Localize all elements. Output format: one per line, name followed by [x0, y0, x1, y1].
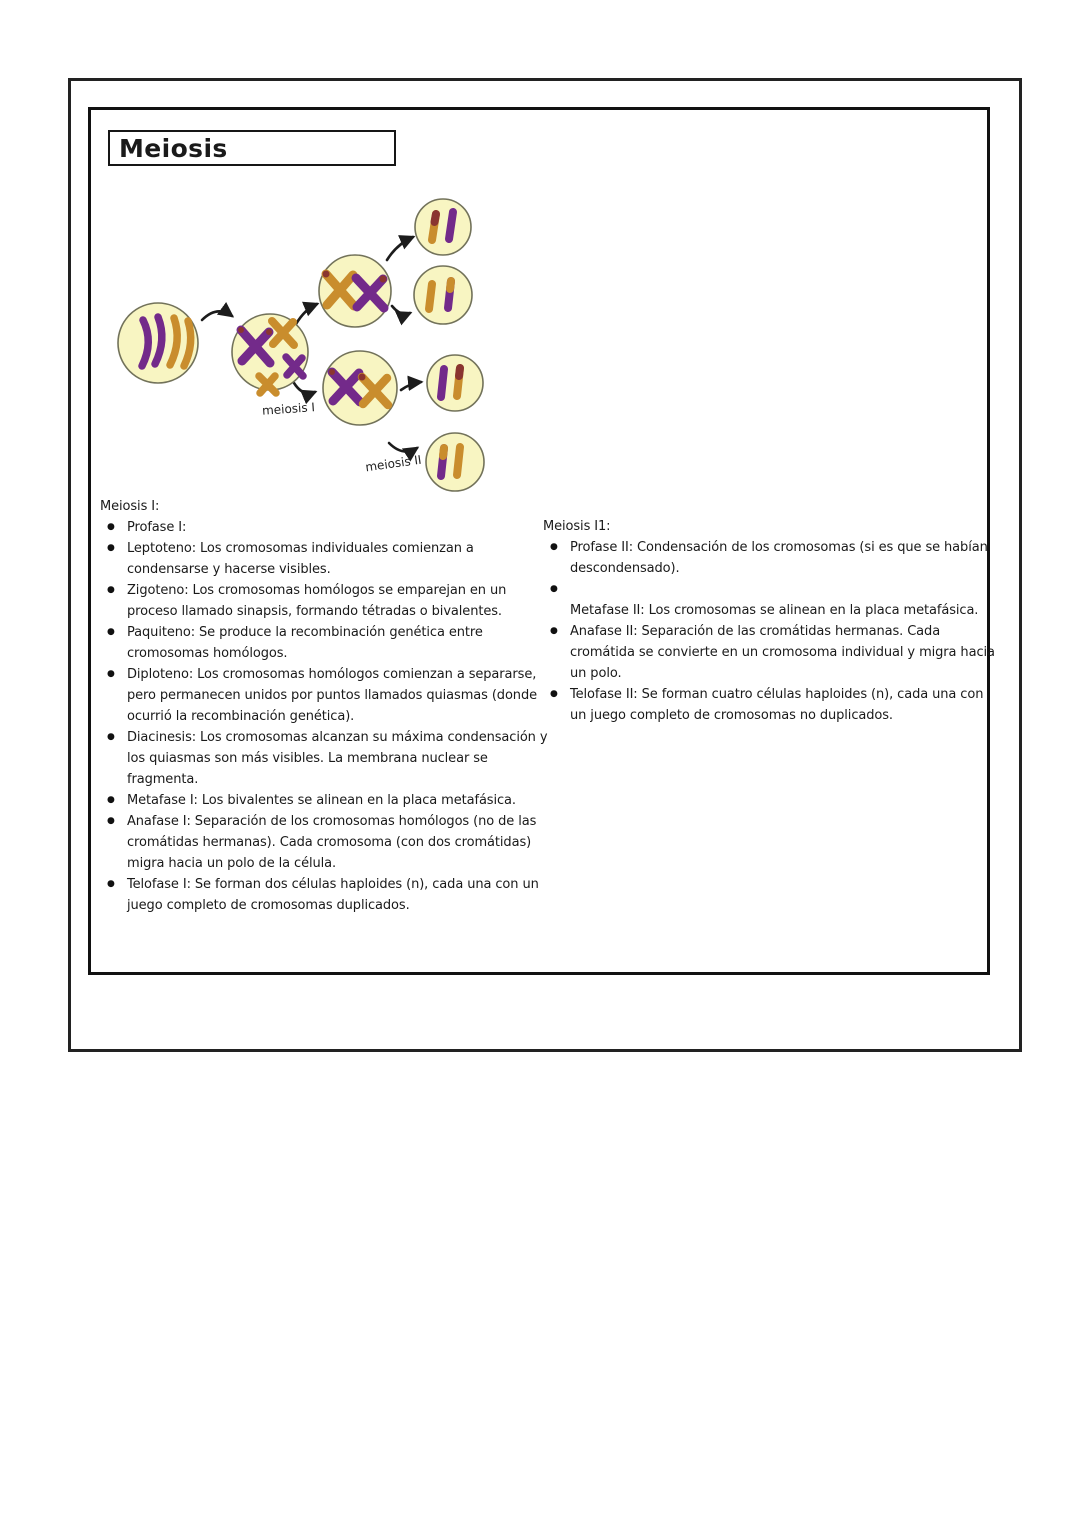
page-title: Meiosis — [119, 133, 228, 163]
arrow-icon-top-to-haploid1 — [387, 237, 413, 260]
list-item: ● Profase II: Condensación de los cromosomas (si es que se habían descondensado). — [543, 537, 995, 579]
list-item: ● Anafase II: Separación de las cromátidas hermanas. Cada cromátida se convierte en un cromosoma individual y migra hacia un polo. — [543, 621, 995, 684]
list-item: ● Telofase I: Se forman dos células haploides (n), cada una con un juego completo de cromosomas duplicados. — [100, 874, 558, 916]
meiosis2-list — [543, 537, 995, 726]
arrow-icon-bottom-to-haploid3 — [401, 382, 421, 390]
arrow-icon-parent-to-bivalent — [202, 311, 232, 320]
meiosis1-list — [100, 517, 558, 916]
arrow-icon-to-top-cell — [296, 304, 317, 324]
inner-border-frame — [88, 107, 995, 975]
list-item: ● Paquiteno: Se produce la recombinación genética entre cromosomas homólogos. — [100, 622, 558, 664]
list-item: Metafase II: Los cromosomas se alinean en la placa metafásica. — [570, 603, 979, 618]
arrow-icon-meiosis2 — [389, 443, 417, 452]
list-item: ● Anafase I: Separación de los cromosomas homólogos (no de las cromátidas hermanas). Cada cromosoma (con dos cromátidas) migra hacia un polo de la célula. — [100, 811, 558, 874]
arrow-icon-top-to-haploid2 — [392, 306, 410, 314]
cell-haploid-3 — [427, 355, 483, 411]
arrow-icon-meiosis1 — [294, 383, 315, 393]
cell-haploid-2 — [414, 266, 472, 324]
meiosis2-label: meiosis II — [364, 452, 423, 475]
outer-border-frame — [68, 78, 1022, 1052]
list-item — [543, 579, 995, 600]
list-item: ● Metafase I: Los bivalentes se alinean en la placa metafásica. — [100, 790, 558, 811]
meiosis1-heading: Meiosis I: — [100, 499, 160, 514]
meiosis1-label: meiosis I — [261, 400, 316, 418]
list-item: ● Diacinesis: Los cromosomas alcanzan su máxima condensación y los quiasmas son más visibles. La membrana nuclear se fragmenta. — [100, 727, 558, 790]
meiosis-diagram — [98, 187, 578, 499]
cell-meiosis1-bottom — [323, 351, 397, 425]
meiosis2-heading: Meiosis I1: — [543, 519, 611, 534]
title-box — [108, 130, 396, 166]
list-item: ● Telofase II: Se forman cuatro células haploides (n), cada una con un juego completo de cromosomas no duplicados. — [543, 684, 995, 726]
list-item: ● Leptoteno: Los cromosomas individuales comienzan a condensarse y hacerse visibles. — [100, 538, 558, 580]
cell-parent-diploid — [118, 303, 198, 383]
cell-haploid-1 — [415, 199, 471, 255]
meiosis2-section — [543, 516, 995, 726]
list-item: ● Profase I: — [100, 517, 558, 538]
cell-haploid-4 — [426, 433, 484, 491]
cell-meiosis1-top — [319, 255, 391, 327]
meiosis1-section — [100, 496, 558, 916]
list-item: ● Diploteno: Los cromosomas homólogos comienzan a separarse, pero permanecen unidos por puntos llamados quiasmas (donde ocurrió la recombinación genética). — [100, 664, 558, 727]
list-item: ● Zigoteno: Los cromosomas homólogos se emparejan en un proceso llamado sinapsis, formando tétradas o bivalentes. — [100, 580, 558, 622]
cell-bivalents — [232, 314, 308, 393]
